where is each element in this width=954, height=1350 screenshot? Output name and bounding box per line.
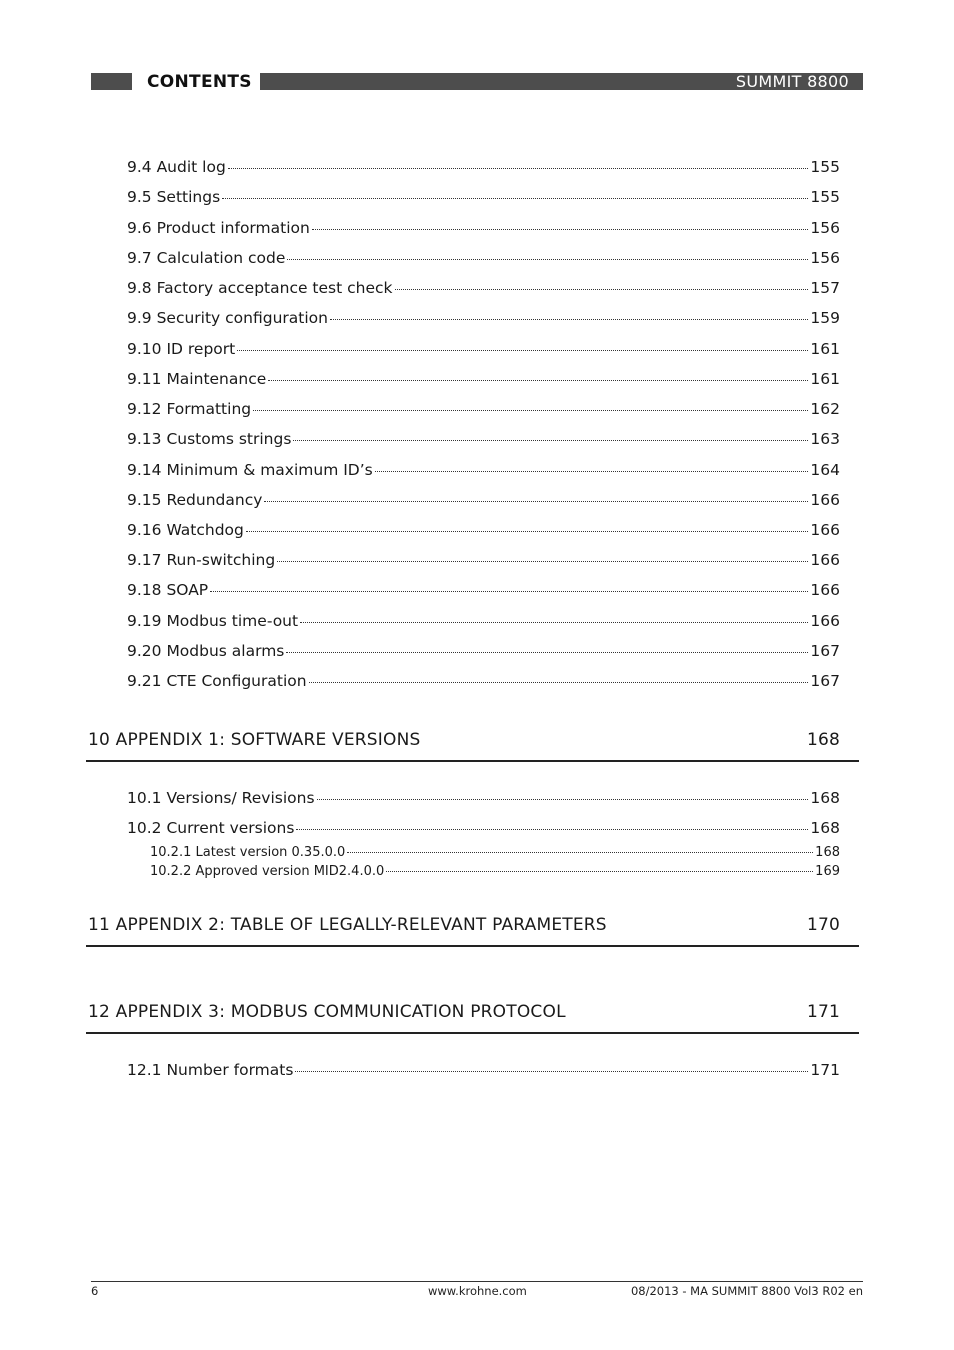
toc-entry-page: 157	[810, 279, 840, 297]
toc-entry-title: 9.6 Product information	[127, 219, 310, 237]
leader-dots	[237, 349, 808, 351]
chapter-page: 171	[806, 1002, 840, 1022]
toc-entry-title: 9.20 Modbus alarms	[127, 642, 285, 660]
toc-entry-title: 12.1 Number formats	[127, 1061, 294, 1079]
leader-dots	[395, 288, 809, 290]
toc-entry-page: 161	[810, 340, 840, 358]
toc-entry-page: 161	[810, 370, 840, 388]
leader-dots	[293, 439, 808, 441]
toc-subentry[interactable]	[150, 863, 840, 880]
toc-entry[interactable]	[127, 399, 840, 419]
leader-dots	[268, 379, 808, 381]
chapter-divider	[86, 945, 859, 947]
toc-entry-title: 9.19 Modbus time-out	[127, 612, 299, 630]
header-section-title: CONTENTS	[147, 72, 252, 92]
toc-entry-page: 155	[810, 188, 840, 206]
toc-chapter-12[interactable]	[88, 1001, 840, 1023]
toc-subentry-page: 169	[815, 864, 840, 879]
toc-entry-title: 9.8 Factory acceptance test check	[127, 279, 393, 297]
chapter-page: 168	[806, 730, 840, 750]
toc-subentry[interactable]	[150, 844, 840, 861]
leader-dots	[300, 621, 808, 623]
header-bar-left	[91, 73, 132, 90]
toc-entry-page: 167	[810, 642, 840, 660]
leader-dots	[309, 681, 809, 683]
toc-entry[interactable]	[127, 550, 840, 570]
header-product-name: SUMMIT 8800	[735, 72, 849, 91]
toc-entry[interactable]	[127, 278, 840, 298]
leader-dots	[317, 798, 809, 800]
toc-entry[interactable]	[127, 460, 840, 480]
toc-entry[interactable]	[127, 218, 840, 238]
toc-chapter-11[interactable]	[88, 914, 840, 936]
toc-entry[interactable]	[127, 520, 840, 540]
toc-subentry-title: 10.2.1 Latest version 0.35.0.0	[150, 845, 346, 860]
toc-entry-title: 9.11 Maintenance	[127, 370, 267, 388]
toc-entry[interactable]	[127, 1060, 840, 1080]
toc-entry-title: 9.14 Minimum & maximum ID’s	[127, 461, 373, 479]
chapter-title: 11 APPENDIX 2: TABLE OF LEGALLY-RELEVANT PARAMETERS	[88, 915, 607, 935]
leader-dots	[286, 651, 808, 653]
toc-entry-title: 9.10 ID report	[127, 340, 236, 358]
toc-entry-title: 10.1 Versions/ Revisions	[127, 789, 315, 807]
toc-entry-page: 166	[810, 521, 840, 539]
chapter-page: 170	[806, 915, 840, 935]
leader-dots	[295, 1070, 808, 1072]
toc-subentry-page: 168	[815, 845, 840, 860]
chapter-title: 12 APPENDIX 3: MODBUS COMMUNICATION PROTOCOL	[88, 1002, 566, 1022]
leader-dots	[228, 167, 809, 169]
chapter-title: 10 APPENDIX 1: SOFTWARE VERSIONS	[88, 730, 421, 750]
toc-entry-page: 159	[810, 309, 840, 327]
toc-entry-page: 166	[810, 551, 840, 569]
toc-entry-title: 9.5 Settings	[127, 188, 221, 206]
chapter-divider	[86, 1032, 859, 1034]
toc-entry-title: 10.2 Current versions	[127, 819, 295, 837]
toc-entry-page: 167	[810, 672, 840, 690]
toc-entry[interactable]	[127, 369, 840, 389]
toc-entry[interactable]	[127, 248, 840, 268]
toc-entry-page: 164	[810, 461, 840, 479]
toc-entry-title: 9.21 CTE Configuration	[127, 672, 307, 690]
toc-entry-title: 9.15 Redundancy	[127, 491, 263, 509]
leader-dots	[287, 258, 808, 260]
toc-subentry-title: 10.2.2 Approved version MID2.4.0.0	[150, 864, 385, 879]
toc-entry-page: 168	[810, 819, 840, 837]
toc-entry-page: 155	[810, 158, 840, 176]
toc-entry-page: 162	[810, 400, 840, 418]
toc-entry-title: 9.13 Customs strings	[127, 430, 292, 448]
leader-dots	[246, 530, 809, 532]
leader-dots	[347, 851, 813, 853]
toc-entry[interactable]	[127, 611, 840, 631]
toc-entry-page: 156	[810, 249, 840, 267]
toc-entry-page: 171	[810, 1061, 840, 1079]
footer-page-number: 6	[91, 1284, 99, 1298]
toc-entry-page: 166	[810, 612, 840, 630]
toc-entry-title: 9.9 Security configuration	[127, 309, 328, 327]
toc-entry-title: 9.16 Watchdog	[127, 521, 244, 539]
footer-website[interactable]: www.krohne.com	[428, 1284, 527, 1298]
toc-entry-page: 166	[810, 491, 840, 509]
chapter-divider	[86, 760, 859, 762]
toc-chapter-10[interactable]	[88, 729, 840, 751]
toc-entry-title: 9.4 Audit log	[127, 158, 226, 176]
toc-entry[interactable]	[127, 671, 840, 691]
leader-dots	[296, 828, 808, 830]
leader-dots	[386, 870, 813, 872]
leader-dots	[210, 590, 808, 592]
leader-dots	[264, 500, 808, 502]
toc-entry-page: 168	[810, 789, 840, 807]
toc-entry-page: 156	[810, 219, 840, 237]
leader-dots	[375, 470, 809, 472]
toc-entry[interactable]	[127, 818, 840, 838]
toc-entry-title: 9.12 Formatting	[127, 400, 252, 418]
toc-entry[interactable]	[127, 429, 840, 449]
toc-entry[interactable]	[127, 788, 840, 808]
toc-entry[interactable]	[127, 641, 840, 661]
leader-dots	[330, 318, 808, 320]
leader-dots	[277, 560, 808, 562]
toc-entry[interactable]	[127, 308, 840, 328]
footer-divider	[91, 1281, 863, 1282]
toc-entry-title: 9.18 SOAP	[127, 581, 209, 599]
toc-entry-title: 9.7 Calculation code	[127, 249, 286, 267]
leader-dots	[222, 197, 808, 199]
toc-entry[interactable]	[127, 580, 840, 600]
footer-document-reference: 08/2013 - MA SUMMIT 8800 Vol3 R02 en	[630, 1284, 863, 1298]
toc-entry-page: 163	[810, 430, 840, 448]
leader-dots	[312, 228, 809, 230]
toc-entry-title: 9.17 Run-switching	[127, 551, 276, 569]
toc-entry[interactable]	[127, 157, 840, 177]
toc-entry[interactable]	[127, 339, 840, 359]
leader-dots	[253, 409, 808, 411]
toc-entry[interactable]	[127, 187, 840, 207]
toc-entry-page: 166	[810, 581, 840, 599]
toc-entry[interactable]	[127, 490, 840, 510]
